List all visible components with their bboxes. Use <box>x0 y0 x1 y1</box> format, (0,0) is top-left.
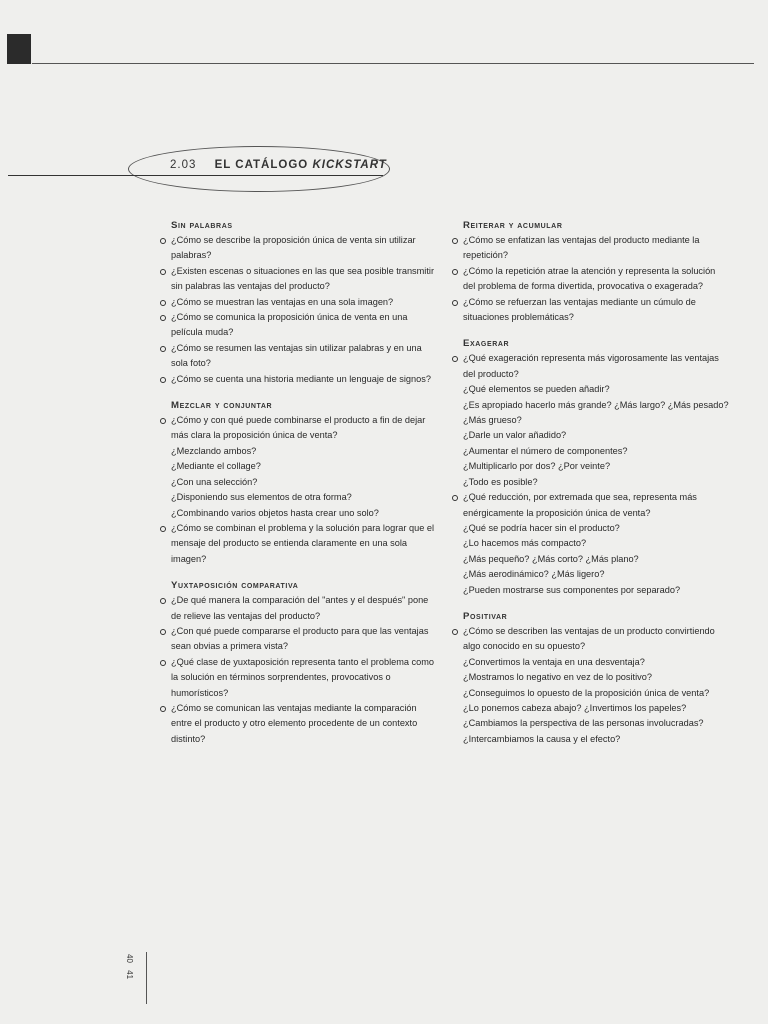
section-heading: Sin palabras <box>171 220 233 231</box>
right-column <box>452 218 752 758</box>
question-bullet-line: ¿Cómo se comunican las ventajas mediante la comparación <box>160 701 450 716</box>
question-section <box>160 218 450 387</box>
question-line: ¿Mostramos lo negativo en vez de lo positivo? <box>463 672 652 683</box>
question-line: más clara la proposición única de venta? <box>171 430 338 441</box>
section-header <box>170 159 387 171</box>
question-line: ¿Cambiamos la perspectiva de las personas involucradas? <box>463 718 704 729</box>
question-section <box>452 336 752 598</box>
question-line: ¿Más grueso? <box>463 415 522 426</box>
question-line: ¿Con una selección? <box>171 476 258 487</box>
section-title: EL CATÁLOGO <box>214 159 309 171</box>
question-line: ¿Convertimos la ventaja en una desventaja? <box>463 656 645 667</box>
top-rule <box>32 63 754 64</box>
question-bullet-line: ¿Qué clase de yuxtaposición representa tanto el problema como <box>160 655 450 670</box>
question-line: ¿Aumentar el número de componentes? <box>463 445 628 456</box>
question-line: ¿Intercambiamos la causa y el efecto? <box>463 733 621 744</box>
question-line: ¿Combinando varios objetos hasta crear uno solo? <box>171 507 379 518</box>
question-bullet-line: ¿Qué exageración representa más vigorosamente las ventajas <box>452 351 752 366</box>
question-bullet-line: ¿Cómo se resumen las ventajas sin utilizar palabras y en una <box>160 341 450 356</box>
question-bullet-line: ¿De qué manera la comparación del "antes y el después" pone <box>160 593 450 608</box>
question-line: algo conocido en su opuesto? <box>463 641 586 652</box>
question-line: ¿Pueden mostrarse sus componentes por separado? <box>463 584 681 595</box>
question-line: ¿Qué se podría hacer sin el producto? <box>463 522 620 533</box>
page-number-separator <box>146 952 147 1004</box>
question-section <box>452 218 752 325</box>
section-title-em: KICKSTART <box>312 159 387 171</box>
question-bullet-line: ¿Qué reducción, por extremada que sea, representa más <box>452 490 752 505</box>
question-line: ¿Disponiendo sus elementos de otra forma? <box>171 492 352 503</box>
question-section <box>160 398 450 567</box>
question-bullet-line: ¿Con qué puede compararse el producto para que las ventajas <box>160 624 450 639</box>
question-line: ¿Mezclando ambos? <box>171 445 257 456</box>
question-line: enérgicamente la proposición única de venta? <box>463 507 651 518</box>
section-heading: Positivar <box>463 610 508 622</box>
section-heading: Mezclar y conjuntar <box>171 400 273 412</box>
question-bullet-line: ¿Cómo se refuerzan las ventajas mediante un cúmulo de <box>452 295 752 310</box>
question-line: palabras? <box>171 250 212 261</box>
section-number: 2.03 <box>170 159 197 171</box>
question-bullet-line: ¿Cómo se describe la proposición única de venta sin utilizar <box>160 233 450 248</box>
question-bullet-line: ¿Cómo se comunica la proposición única de venta en una <box>160 310 450 325</box>
question-line: ¿Es apropiado hacerlo más grande? ¿Más largo? ¿Más pesado? <box>463 399 729 410</box>
page-numbers <box>125 954 134 979</box>
question-bullet-line: ¿Existen escenas o situaciones en las que sea posible transmitir <box>160 264 450 279</box>
question-line: mensaje del producto se entienda claramente en una sola <box>171 538 407 549</box>
question-section <box>160 578 450 747</box>
question-bullet-line: ¿Cómo se muestran las ventajas en una sola imagen? <box>160 295 450 310</box>
question-line: película muda? <box>171 327 234 338</box>
question-bullet-line: ¿Cómo se enfatizan las ventajas del producto mediante la <box>452 233 752 248</box>
question-bullet-line: ¿Cómo se cuenta una historia mediante un lenguaje de signos? <box>160 372 450 387</box>
question-line: del producto? <box>463 368 519 379</box>
question-line: ¿Todo es posible? <box>463 476 538 487</box>
question-line: ¿Más pequeño? ¿Más corto? ¿Más plano? <box>463 553 639 564</box>
question-line: de relieve las ventajas del producto? <box>171 610 321 621</box>
question-bullet-line: ¿Cómo se describen las ventajas de un producto convirtiendo <box>452 624 752 639</box>
question-line: repetición? <box>463 250 508 261</box>
question-section <box>452 609 752 747</box>
question-line: ¿Darle un valor añadido? <box>463 430 567 441</box>
question-line: situaciones problemáticas? <box>463 312 574 323</box>
question-line: humorísticos? <box>171 687 229 698</box>
question-line: la solución en términos sorprendentes, provocativos o <box>171 672 391 683</box>
section-heading: Exagerar <box>463 338 510 350</box>
question-line: sean obvias a primera vista? <box>171 641 288 652</box>
question-bullet-line: ¿Cómo se combinan el problema y la solución para lograr que el <box>160 521 450 536</box>
page-number-right: 41 <box>125 970 134 980</box>
page-number-left: 40 <box>125 954 134 963</box>
question-line: imagen? <box>171 553 207 564</box>
question-line: sola foto? <box>171 358 211 369</box>
question-line: ¿Qué elementos se pueden añadir? <box>463 384 610 395</box>
scan-edge-mark <box>7 34 31 64</box>
question-line: ¿Lo hacemos más compacto? <box>463 538 587 549</box>
question-line: del problema de forma divertida, provocativa o exagerada? <box>463 281 704 292</box>
question-line: sin palabras las ventajas del producto? <box>171 281 330 292</box>
question-line: ¿Lo ponemos cabeza abajo? ¿Invertimos los papeles? <box>463 702 687 713</box>
header-rule <box>8 175 383 176</box>
section-heading: Reiterar y acumular <box>463 220 563 231</box>
question-line: distinto? <box>171 733 206 744</box>
question-line: ¿Mediante el collage? <box>171 461 261 472</box>
question-line: ¿Más aerodinámico? ¿Más ligero? <box>463 569 605 580</box>
question-bullet-line: ¿Cómo y con qué puede combinarse el producto a fin de dejar <box>160 413 450 428</box>
question-line: entre el producto y otro elemento procedente de un contexto <box>171 718 418 729</box>
question-line: ¿Multiplicarlo por dos? ¿Por veinte? <box>463 461 611 472</box>
question-line: ¿Conseguimos lo opuesto de la proposición única de venta? <box>463 687 710 698</box>
question-bullet-line: ¿Cómo la repetición atrae la atención y representa la solución <box>452 264 752 279</box>
left-column <box>160 218 450 758</box>
section-heading: Yuxtaposición comparativa <box>171 580 299 592</box>
